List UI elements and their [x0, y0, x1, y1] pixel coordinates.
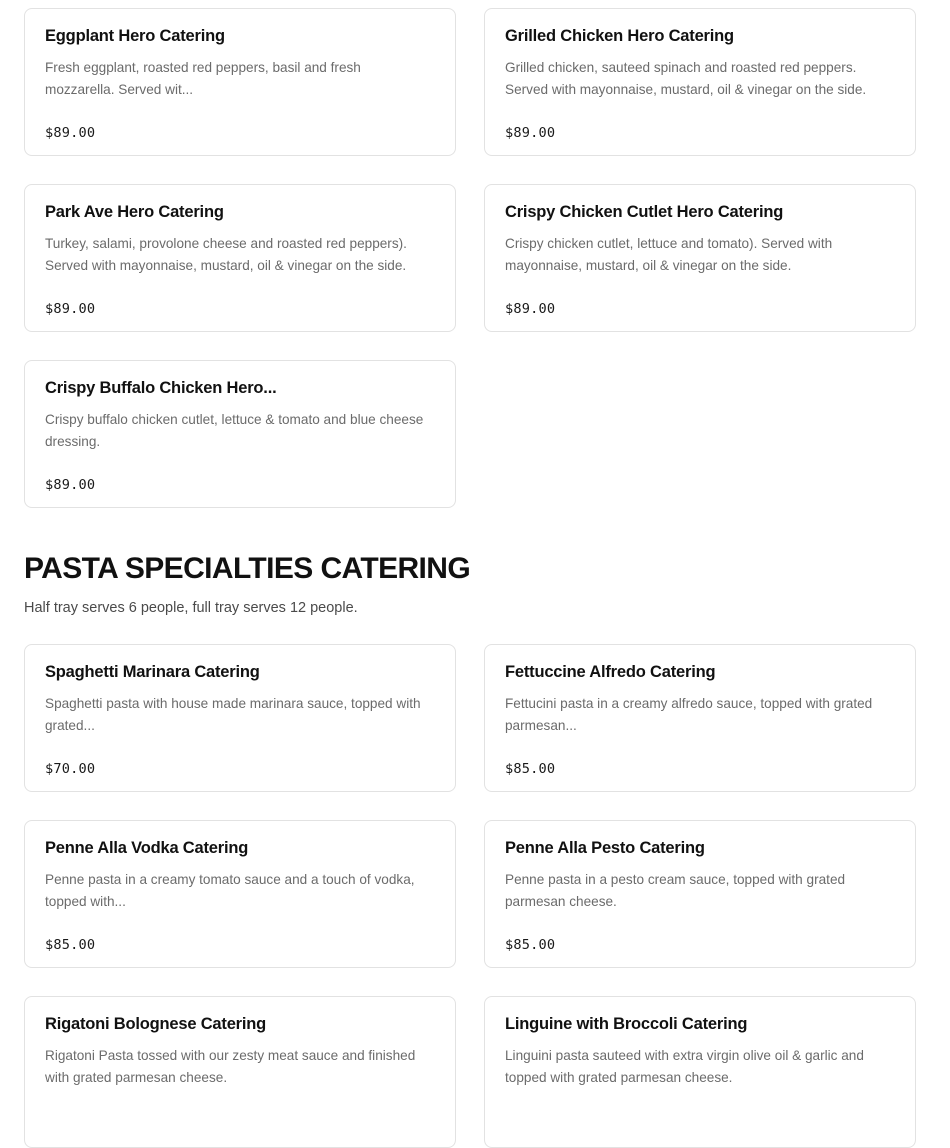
menu-item-card[interactable] [24, 8, 456, 156]
menu-item-description: Crispy buffalo chicken cutlet, lettuce & tomato and blue cheese dressing. [45, 411, 424, 449]
menu-item-description: Fettucini pasta in a creamy alfredo sauce, topped with grated parmesan... [505, 695, 873, 733]
menu-item-card[interactable] [484, 996, 916, 1148]
menu-item-name: Penne Alla Vodka Catering [45, 839, 249, 857]
pasta-catering-grid [24, 644, 926, 1148]
menu-item-description: Rigatoni Pasta tossed with our zesty meat sauce and finished with grated parmesan cheese. [45, 1047, 416, 1085]
menu-item-price: $70.00 [45, 761, 96, 777]
hero-catering-grid [24, 8, 926, 508]
menu-item-description: Linguini pasta sauteed with extra virgin olive oil & garlic and topped with grated parmesan cheese. [505, 1047, 864, 1085]
menu-item-card[interactable] [484, 820, 916, 968]
menu-item-card[interactable] [24, 996, 456, 1148]
menu-item-price: $89.00 [45, 477, 96, 493]
section-subtitle: Half tray serves 6 people, full tray serves 12 people. [24, 600, 358, 616]
menu-item-price: $89.00 [505, 125, 556, 141]
menu-item-card[interactable] [24, 644, 456, 792]
menu-item-name: Crispy Chicken Cutlet Hero Catering [505, 203, 784, 221]
menu-item-description: Penne pasta in a creamy tomato sauce and a touch of vodka, topped with... [45, 871, 415, 909]
menu-item-description: Crispy chicken cutlet, lettuce and tomato). Served with mayonnaise, mustard, oil & vinegar on the side. [505, 235, 833, 273]
menu-item-description: Spaghetti pasta with house made marinara sauce, topped with grated... [45, 695, 421, 733]
menu-item-price: $89.00 [505, 301, 556, 317]
menu-item-description: Turkey, salami, provolone cheese and roasted red peppers). Served with mayonnaise, mustard, oil & vinegar on the side. [45, 235, 407, 273]
menu-item-description: Penne pasta in a pesto cream sauce, topped with grated parmesan cheese. [505, 871, 846, 909]
menu-item-price: $85.00 [45, 937, 96, 953]
menu-item-card[interactable] [484, 8, 916, 156]
top-spacer [24, 0, 926, 8]
menu-item-price: $89.00 [45, 125, 96, 141]
menu-item-card[interactable] [24, 360, 456, 508]
menu-item-name: Rigatoni Bolognese Catering [45, 1015, 267, 1033]
section-header [24, 552, 926, 616]
menu-item-name: Crispy Buffalo Chicken Hero... [45, 379, 277, 397]
menu-item-name: Linguine with Broccoli Catering [505, 1015, 748, 1033]
menu-item-name: Fettuccine Alfredo Catering [505, 663, 716, 681]
menu-item-price: $85.00 [505, 937, 556, 953]
menu-item-card[interactable] [24, 184, 456, 332]
menu-item-card[interactable] [24, 820, 456, 968]
menu-item-price: $85.00 [505, 761, 556, 777]
menu-item-name: Spaghetti Marinara Catering [45, 663, 260, 681]
menu-item-name: Park Ave Hero Catering [45, 203, 224, 221]
menu-item-description: Fresh eggplant, roasted red peppers, basil and fresh mozzarella. Served wit... [45, 59, 361, 97]
menu-item-price: $89.00 [45, 301, 96, 317]
section-gap [24, 616, 926, 644]
menu-item-name: Eggplant Hero Catering [45, 27, 225, 45]
menu-item-card[interactable] [484, 184, 916, 332]
menu-item-description: Grilled chicken, sauteed spinach and roasted red peppers. Served with mayonnaise, mustard, oil & vinegar on the side. [505, 59, 867, 97]
section-title: PASTA SPECIALTIES CATERING [24, 552, 471, 585]
menu-item-card[interactable] [484, 644, 916, 792]
menu-item-name: Penne Alla Pesto Catering [505, 839, 705, 857]
menu-item-name: Grilled Chicken Hero Catering [505, 27, 734, 45]
